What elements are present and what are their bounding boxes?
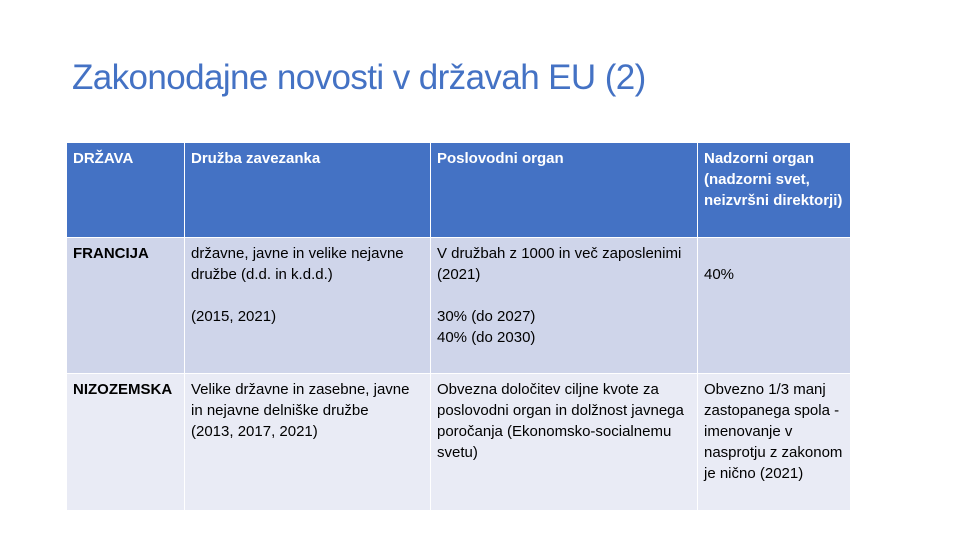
cell-company: Velike državne in zasebne, javne in nejavne delniške družbe (2013, 2017, 2021) bbox=[185, 374, 431, 511]
cell-country: FRANCIJA bbox=[67, 238, 185, 374]
header-supervisory: Nadzorni organ (nadzorni svet, neizvršni direktorji) bbox=[698, 143, 851, 238]
table-row bbox=[67, 374, 851, 511]
table-row bbox=[67, 238, 851, 374]
cell-supervisory: 40% bbox=[698, 238, 851, 374]
header-management: Poslovodni organ bbox=[431, 143, 698, 238]
cell-management: V družbah z 1000 in več zaposlenimi (2021) 30% (do 2027) 40% (do 2030) bbox=[431, 238, 698, 374]
cell-company: državne, javne in velike nejavne družbe (d.d. in k.d.d.) (2015, 2021) bbox=[185, 238, 431, 374]
cell-supervisory: Obvezno 1/3 manj zastopanega spola - imenovanje v nasprotju z zakonom je nično (2021) bbox=[698, 374, 851, 511]
cell-management: Obvezna določitev ciljne kvote za poslovodni organ in dolžnost javnega poročanja (Ekonomsko-socialnemu svetu) bbox=[431, 374, 698, 511]
slide-title: Zakonodajne novosti v državah EU (2) bbox=[72, 58, 646, 97]
header-company: Družba zavezanka bbox=[185, 143, 431, 238]
legislation-table bbox=[66, 142, 851, 511]
table-header-row bbox=[67, 143, 851, 238]
cell-country: NIZOZEMSKA bbox=[67, 374, 185, 511]
header-country: DRŽAVA bbox=[67, 143, 185, 238]
